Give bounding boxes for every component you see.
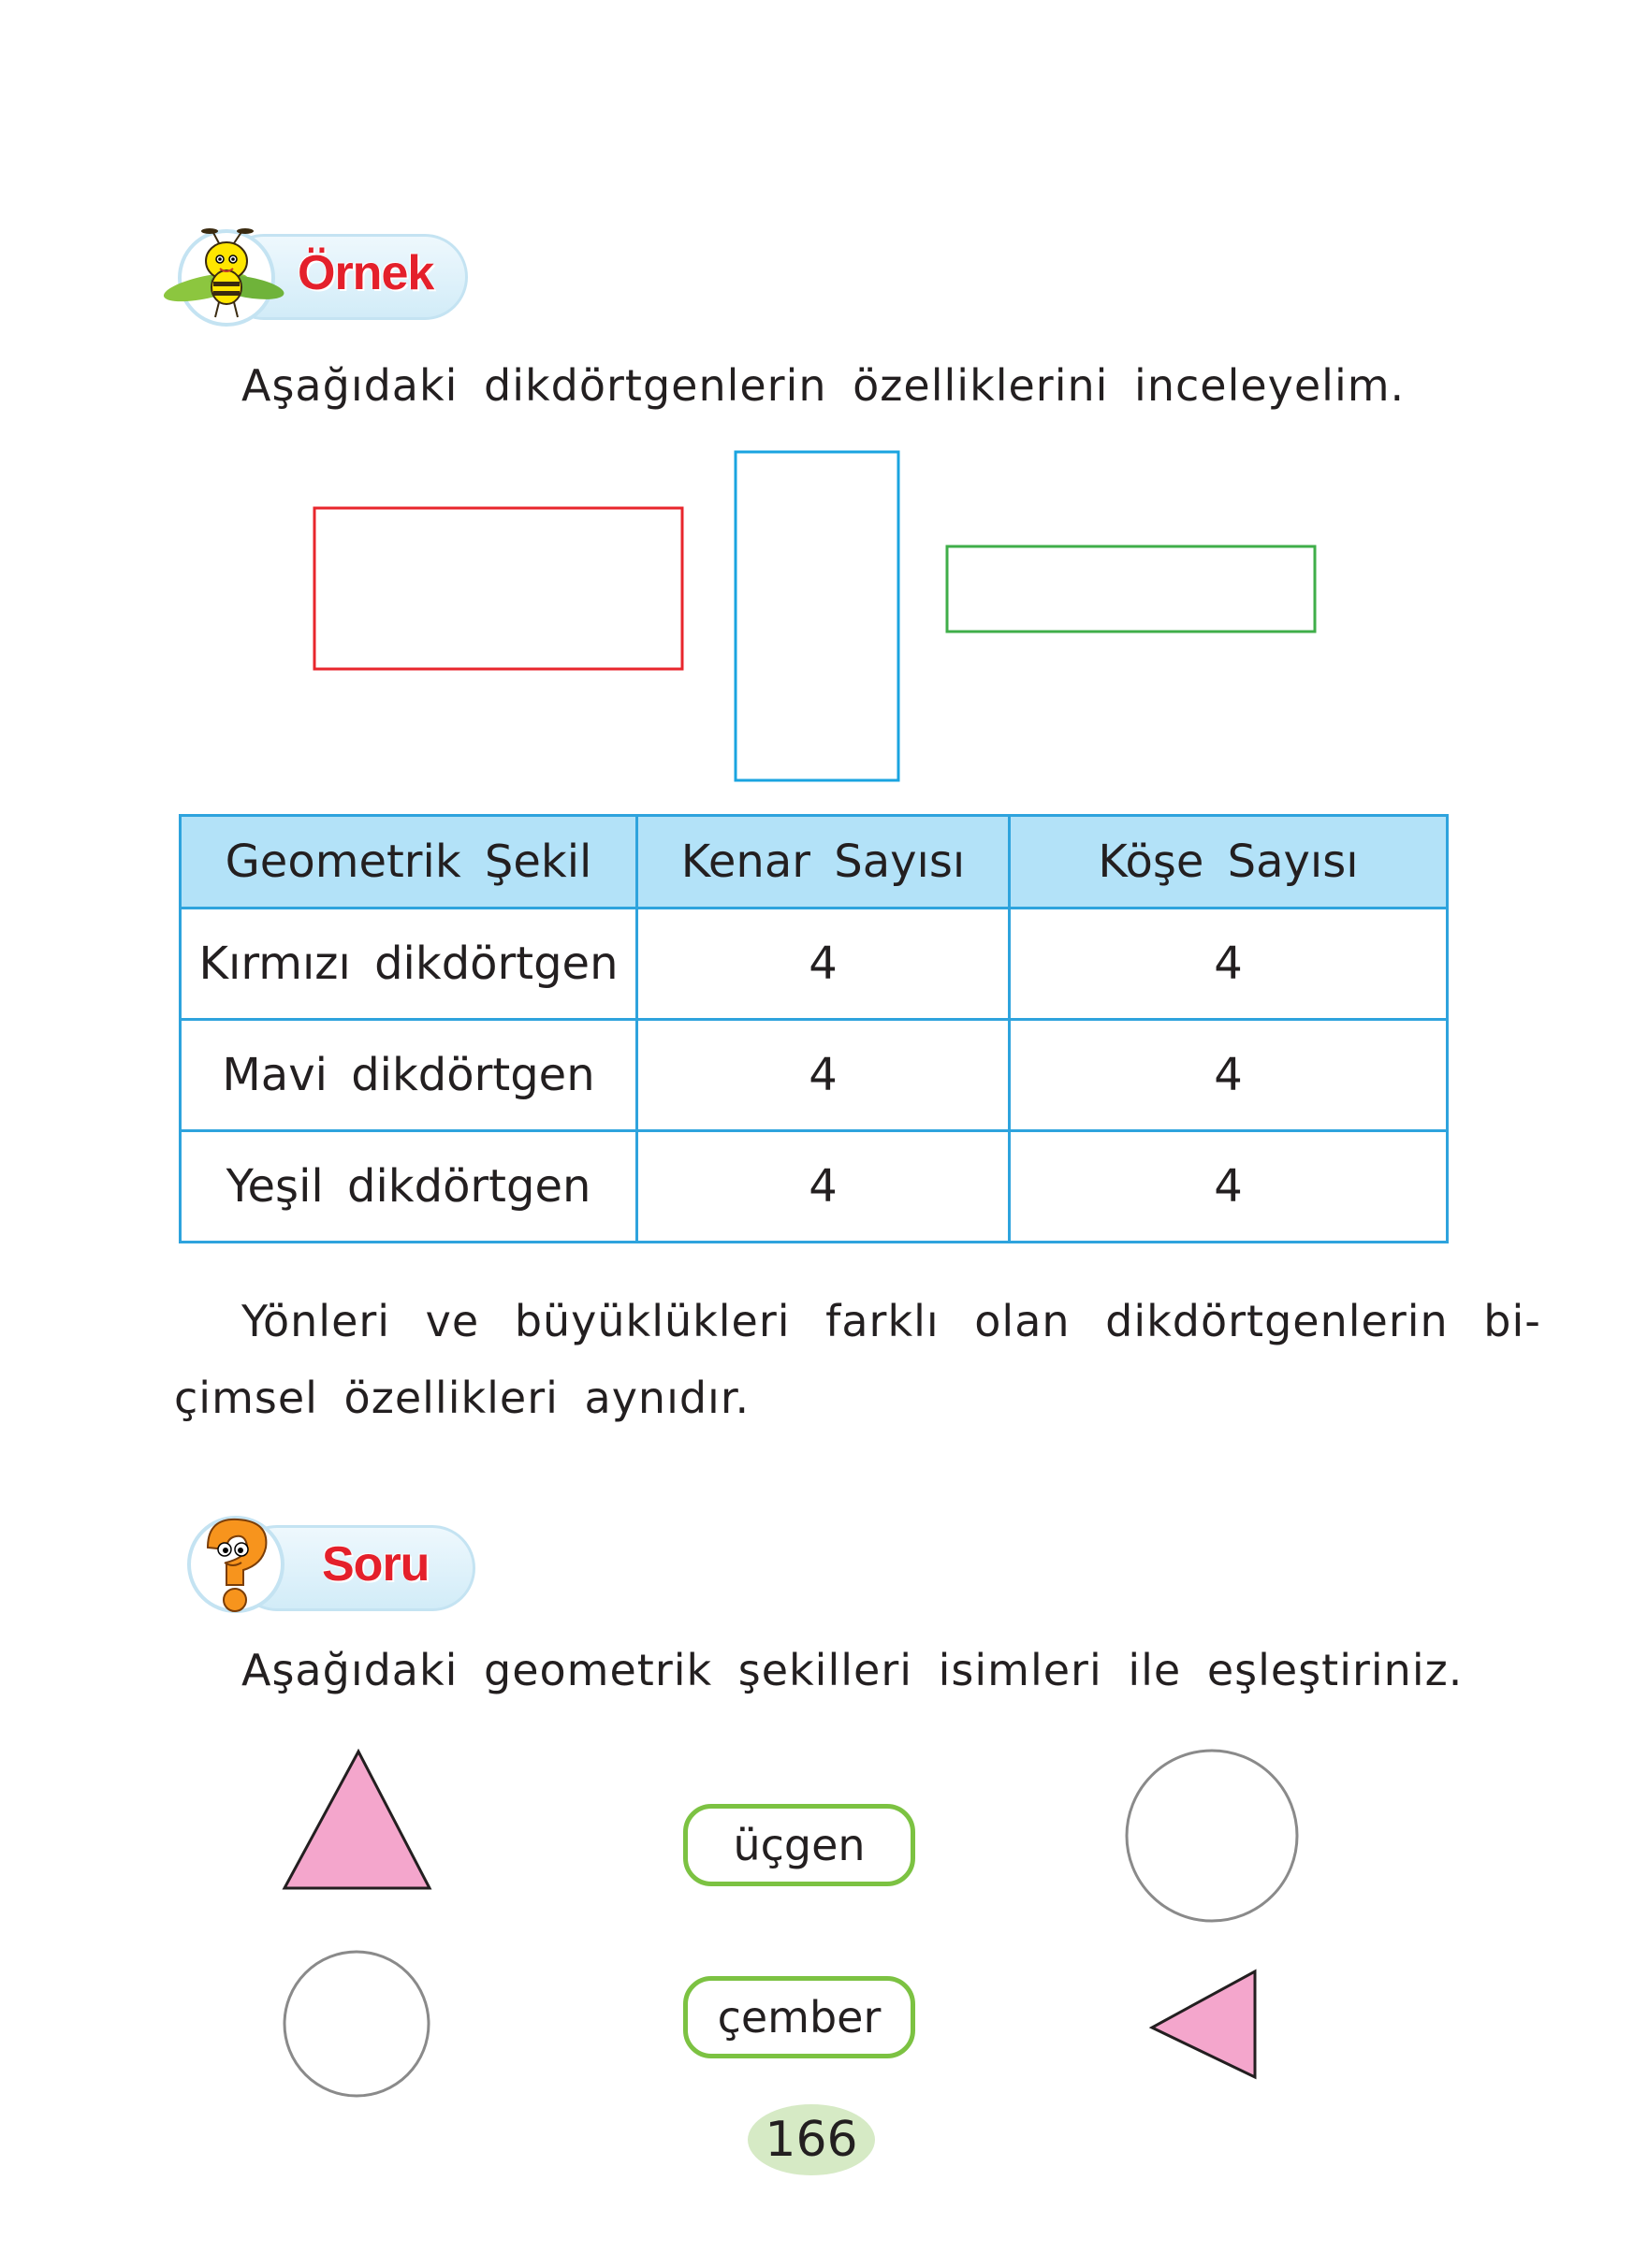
triangle-shape-2[interactable] xyxy=(1152,1971,1255,2077)
circle-shape-1[interactable] xyxy=(1127,1751,1297,1921)
example-intro: Aşağıdaki dikdörtgenlerin özelliklerini inceleyelim. xyxy=(241,360,1406,411)
table-header-row xyxy=(181,816,1448,909)
row-edge-count: 4 xyxy=(637,1131,1010,1243)
row-shape-name: Mavi dikdörtgen xyxy=(181,1020,637,1131)
question-badge-label: Soru xyxy=(322,1537,430,1592)
example-rectangles xyxy=(0,0,1633,805)
example-badge-label: Örnek xyxy=(298,246,434,300)
row-shape-name: Yeşil dikdörtgen xyxy=(181,1131,637,1243)
row-corner-count: 4 xyxy=(1010,1131,1448,1243)
word-tag-circle[interactable]: çember xyxy=(683,1976,915,2058)
row-corner-count: 4 xyxy=(1010,909,1448,1020)
row-edge-count: 4 xyxy=(637,1020,1010,1131)
row-edge-count: 4 xyxy=(637,909,1010,1020)
table-row xyxy=(181,1131,1448,1243)
table-row xyxy=(181,1020,1448,1131)
triangle-shape-1[interactable] xyxy=(284,1752,430,1888)
header-corner-count: Köşe Sayısı xyxy=(1010,816,1448,909)
green-rectangle xyxy=(947,546,1315,632)
rectangle-properties-table xyxy=(179,814,1449,1243)
circle-shape-2[interactable] xyxy=(284,1952,429,2096)
table-row xyxy=(181,909,1448,1020)
header-shape: Geometrik Şekil xyxy=(181,816,637,909)
question-prompt: Aşağıdaki geometrik şekilleri isimleri ile eşleştiriniz. xyxy=(241,1645,1464,1695)
row-corner-count: 4 xyxy=(1010,1020,1448,1131)
question-mascot-icon xyxy=(187,1516,284,1613)
page-number: 166 xyxy=(748,2104,875,2175)
conclusion-line-2: çimsel özellikleri aynıdır. xyxy=(174,1373,751,1423)
conclusion-line-1: Yönleri ve büyüklükleri farklı olan dikdörtgenlerin bi- xyxy=(241,1296,1541,1346)
blue-rectangle xyxy=(736,452,898,780)
row-shape-name: Kırmızı dikdörtgen xyxy=(181,909,637,1020)
red-rectangle xyxy=(314,508,682,669)
word-tag-triangle[interactable]: üçgen xyxy=(683,1804,915,1886)
header-edge-count: Kenar Sayısı xyxy=(637,816,1010,909)
